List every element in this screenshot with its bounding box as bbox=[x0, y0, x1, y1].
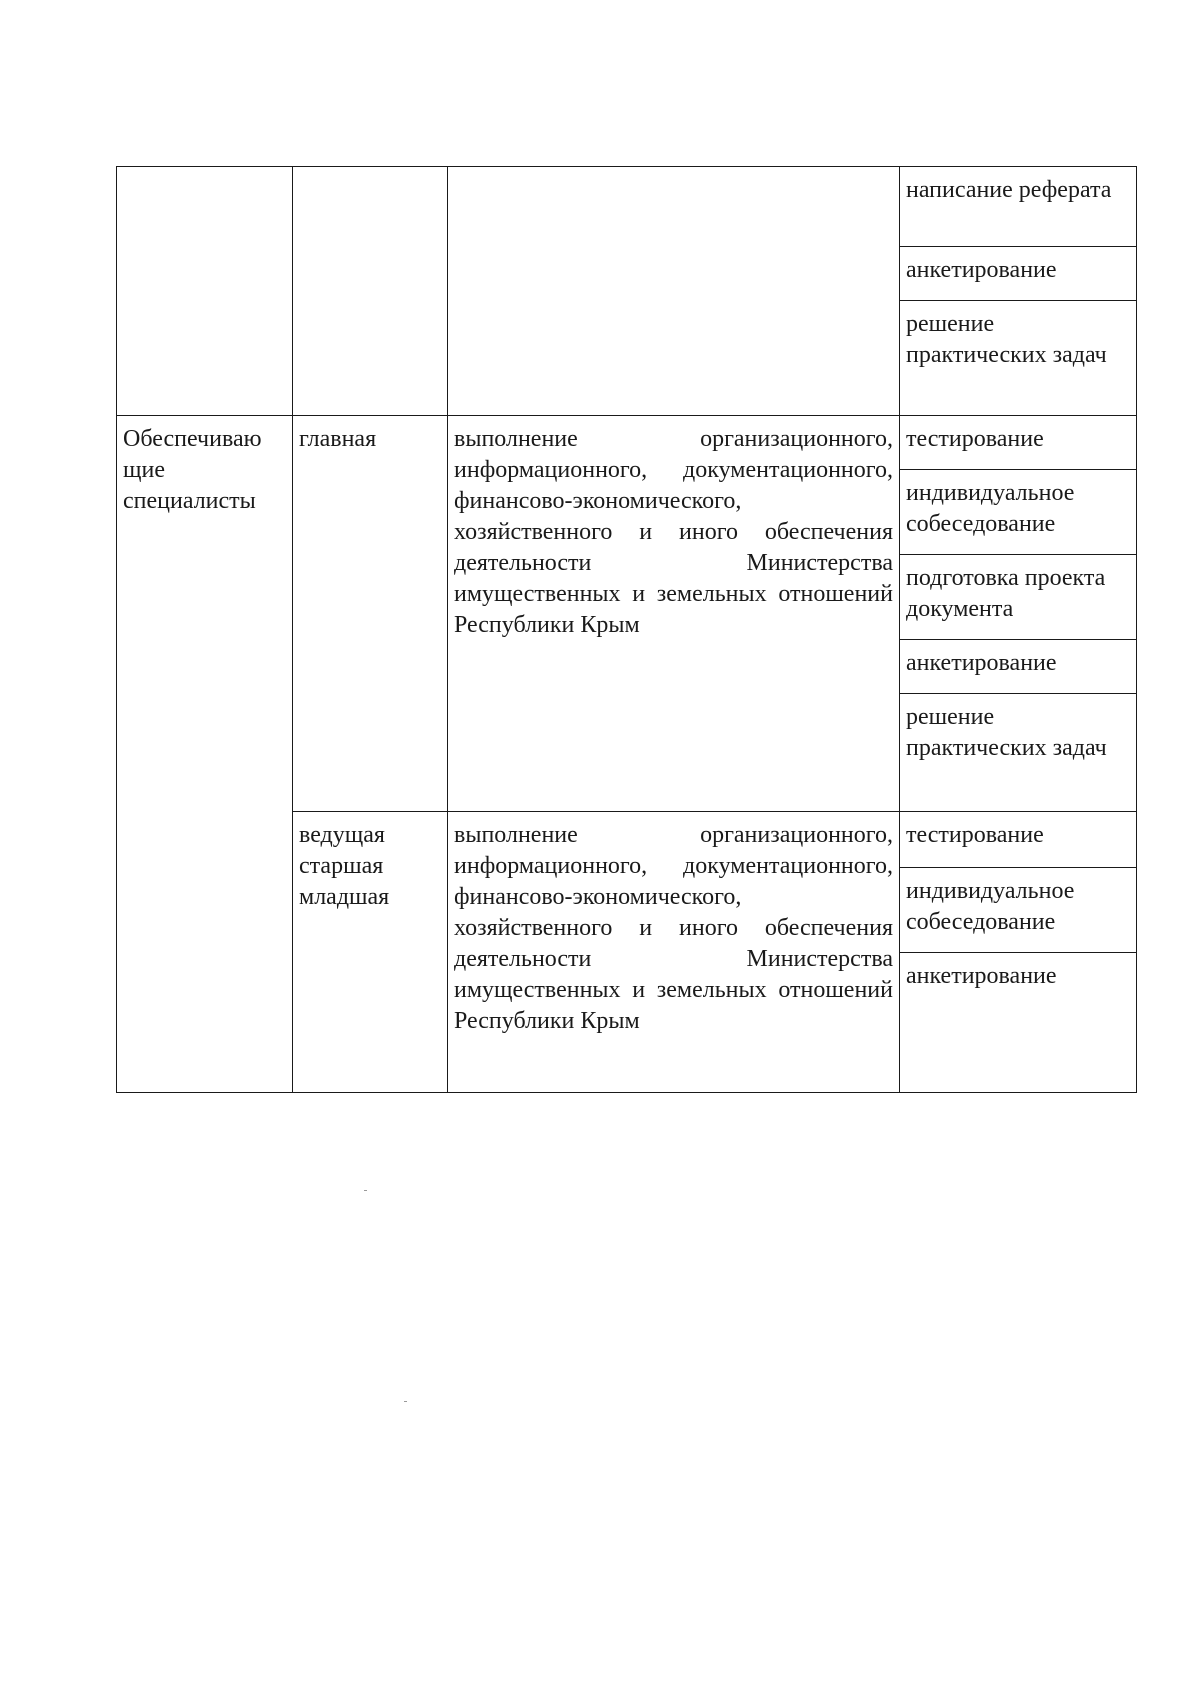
method-cell bbox=[900, 694, 1137, 812]
method-cell bbox=[900, 470, 1137, 555]
level-text: главная bbox=[299, 426, 377, 452]
functions-cell bbox=[448, 812, 900, 1093]
method-text: анкетирование bbox=[906, 963, 1057, 989]
method-text: анкетирование bbox=[906, 257, 1057, 283]
method-cell bbox=[900, 167, 1137, 247]
functions-text: выполнение организационного, информационного, документационного, финансово-экономического, хозяйственного и иного обеспечения деятельности Министерства имущественных и земельных отношений Республики Крым bbox=[454, 822, 893, 1034]
method-text: решение практических задач bbox=[906, 704, 1107, 761]
level-text: ведущая старшая младшая bbox=[299, 822, 390, 910]
method-cell bbox=[900, 555, 1137, 640]
empty-category-cell bbox=[117, 167, 293, 416]
method-cell bbox=[900, 640, 1137, 694]
functions-cell bbox=[448, 416, 900, 812]
category-cell bbox=[117, 416, 293, 1093]
scan-speck bbox=[364, 1190, 367, 1191]
method-text: тестирование bbox=[906, 426, 1044, 452]
method-text: решение практических задач bbox=[906, 311, 1107, 368]
method-cell bbox=[900, 416, 1137, 470]
method-text: индивидуальное собеседование bbox=[906, 480, 1075, 537]
scan-speck bbox=[404, 1401, 407, 1402]
category-text: Обеспечиваю щие специалисты bbox=[123, 426, 262, 514]
functions-text: выполнение организационного, информационного, документационного, финансово-экономического, хозяйственного и иного обеспечения деятельности Министерства имущественных и земельных отношений Республики Крым bbox=[454, 426, 893, 638]
method-cell bbox=[900, 247, 1137, 301]
method-text: индивидуальное собеседование bbox=[906, 878, 1075, 935]
method-text: подготовка проекта документа bbox=[906, 565, 1106, 622]
empty-level-cell bbox=[293, 167, 448, 416]
level-cell bbox=[293, 812, 448, 1093]
method-cell bbox=[900, 812, 1137, 868]
method-cell bbox=[900, 301, 1137, 416]
method-cell bbox=[900, 868, 1137, 953]
method-text: тестирование bbox=[906, 822, 1044, 848]
qualification-table bbox=[116, 166, 1137, 1093]
method-text: анкетирование bbox=[906, 650, 1057, 676]
method-text: написание реферата bbox=[906, 177, 1112, 203]
method-cell bbox=[900, 953, 1137, 1093]
level-cell bbox=[293, 416, 448, 812]
empty-functions-cell bbox=[448, 167, 900, 416]
